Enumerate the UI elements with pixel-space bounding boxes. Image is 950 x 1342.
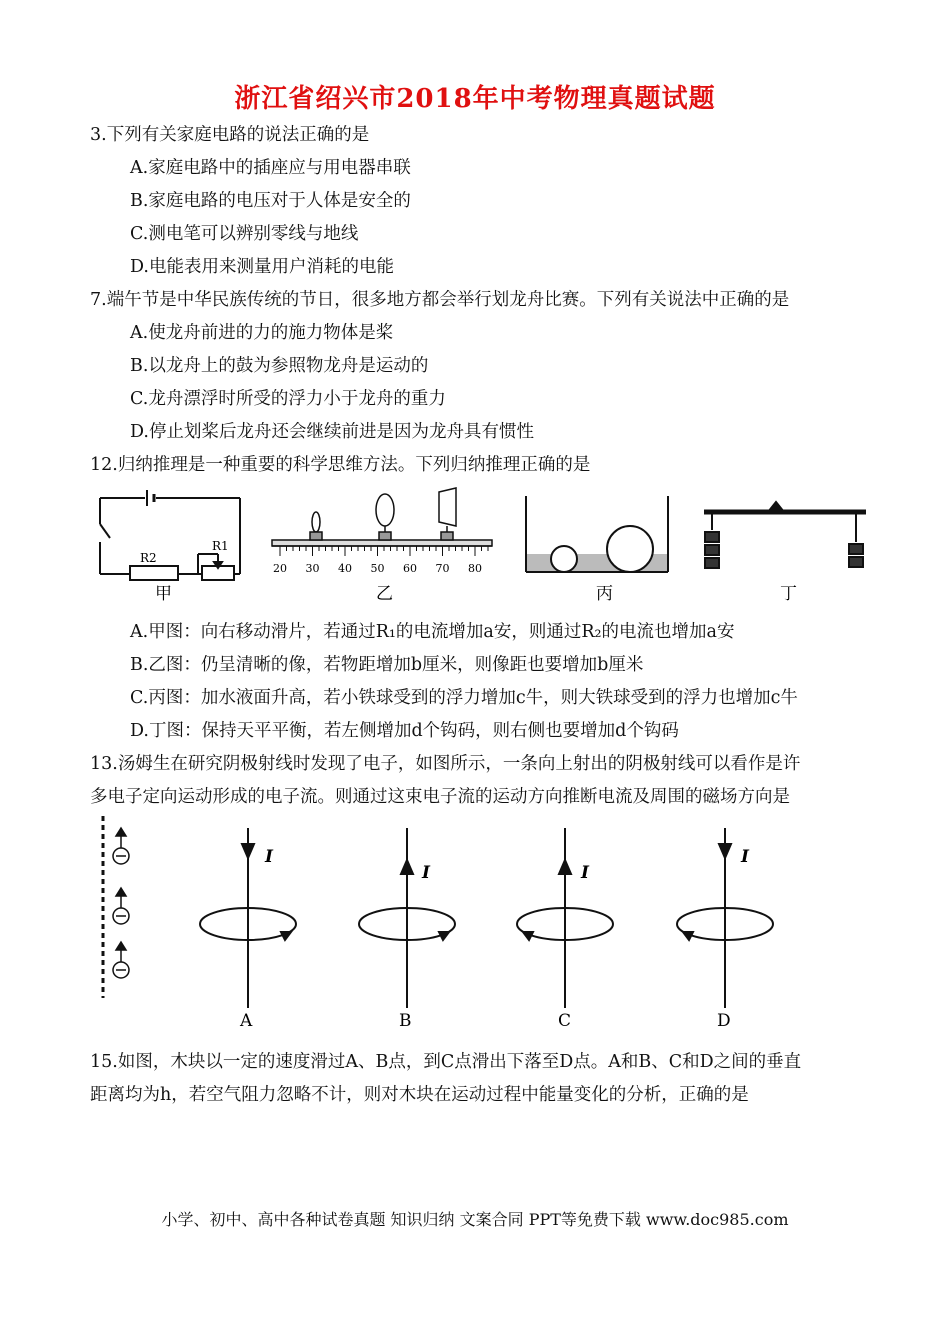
question-15-stem-line-2: 距离均为h，若空气阻力忽略不计，则对木块在运动过程中能量变化的分析，正确的是 bbox=[90, 1085, 749, 1105]
figure-label-bing: 丙 bbox=[596, 584, 613, 604]
resistor-r2-label: R2 bbox=[140, 551, 157, 565]
question-12-stem: 12.归纳推理是一种重要的科学思维方法。下列归纳推理正确的是 bbox=[90, 455, 591, 475]
question-12-option-b: B.乙图：仍呈清晰的像，若物距增加b厘米，则像距也要增加b厘米 bbox=[130, 655, 644, 675]
current-label-c: I bbox=[581, 863, 589, 883]
question-12-option-a: A.甲图：向右移动滑片，若通过R₁的电流增加a安，则通过R₂的电流也增加a安 bbox=[130, 622, 735, 642]
electron-beam-diagram bbox=[103, 816, 129, 998]
optical-bench-diagram-yi bbox=[272, 488, 492, 546]
question-3-option-d: D.电能表用来测量用户消耗的电能 bbox=[130, 257, 394, 277]
question-13-figure bbox=[95, 812, 795, 1034]
ruler-tick-label: 20 bbox=[273, 562, 287, 575]
ruler-tick-label: 50 bbox=[370, 562, 385, 575]
question-7-option-b: B.以龙舟上的鼓为参照物龙舟是运动的 bbox=[130, 356, 429, 376]
page-title: 浙江省绍兴市2018年中考物理真题试题 bbox=[234, 84, 716, 114]
question-3-stem: 3.下列有关家庭电路的说法正确的是 bbox=[90, 125, 370, 145]
question-13-stem-line-2: 多电子定向运动形成的电子流。则通过这束电子流的运动方向推断电流及周围的磁场方向是 bbox=[90, 787, 790, 807]
circuit-diagram-jia bbox=[100, 490, 240, 580]
question-12-option-c: C.丙图：加水液面升高，若小铁球受到的浮力增加c牛，则大铁球受到的浮力也增加c牛 bbox=[130, 688, 798, 708]
beaker-diagram-bing bbox=[526, 496, 668, 572]
choice-label-c: C bbox=[558, 1011, 572, 1031]
ruler-tick-label: 70 bbox=[435, 562, 450, 575]
ruler-tick-label: 40 bbox=[338, 562, 352, 575]
question-15-stem-line-1: 15.如图，木块以一定的速度滑过A、B点，到C点滑出下落至D点。A和B、C和D之间的垂直 bbox=[90, 1052, 802, 1072]
question-3-option-a: A.家庭电路中的插座应与用电器串联 bbox=[130, 158, 411, 178]
current-label-d: I bbox=[741, 847, 749, 867]
question-3-option-c: C.测电笔可以辨别零线与地线 bbox=[130, 224, 359, 244]
question-12-option-d: D.丁图：保持天平平衡，若左侧增加d个钩码，则右侧也要增加d个钩码 bbox=[130, 721, 679, 741]
diagram-a-current-down bbox=[200, 828, 296, 1008]
page-footer: 小学、初中、高中各种试卷真题 知识归纳 文案合同 PPT等免费下载 www.doc985.com bbox=[161, 1210, 789, 1229]
question-7-option-c: C.龙舟漂浮时所受的浮力小于龙舟的重力 bbox=[130, 389, 446, 409]
optical-bench-ruler bbox=[273, 546, 488, 575]
diagram-d-current-down bbox=[677, 828, 773, 1008]
choice-label-b: B bbox=[399, 1011, 412, 1031]
choice-label-d: D bbox=[717, 1011, 731, 1031]
ruler-tick-label: 30 bbox=[305, 562, 320, 575]
question-13-stem-line-1: 13.汤姆生在研究阴极射线时发现了电子，如图所示，一条向上射出的阴极射线可以看作是许 bbox=[90, 754, 801, 774]
question-7-option-d: D.停止划桨后龙舟还会继续前进是因为龙舟具有惯性 bbox=[130, 422, 534, 442]
figure-label-yi: 乙 bbox=[376, 584, 393, 604]
question-12-figures bbox=[90, 482, 880, 607]
ruler-tick-label: 60 bbox=[403, 562, 417, 575]
current-label-a: I bbox=[265, 847, 273, 867]
question-7-stem: 7.端午节是中华民族传统的节日，很多地方都会举行划龙舟比赛。下列有关说法中正确的是 bbox=[90, 290, 790, 310]
figure-label-jia: 甲 bbox=[155, 584, 172, 604]
current-label-b: I bbox=[422, 863, 430, 883]
question-3-option-b: B.家庭电路的电压对于人体是安全的 bbox=[130, 191, 411, 211]
resistor-r1-label: R1 bbox=[212, 539, 229, 553]
diagram-c-current-up bbox=[517, 828, 613, 1008]
choice-label-a: A bbox=[240, 1011, 253, 1031]
figure-label-ding: 丁 bbox=[780, 584, 797, 604]
diagram-b-current-up bbox=[359, 828, 455, 1008]
balance-diagram-ding bbox=[704, 502, 866, 568]
question-7-option-a: A.使龙舟前进的力的施力物体是桨 bbox=[130, 323, 394, 343]
ruler-tick-label: 80 bbox=[468, 562, 482, 575]
